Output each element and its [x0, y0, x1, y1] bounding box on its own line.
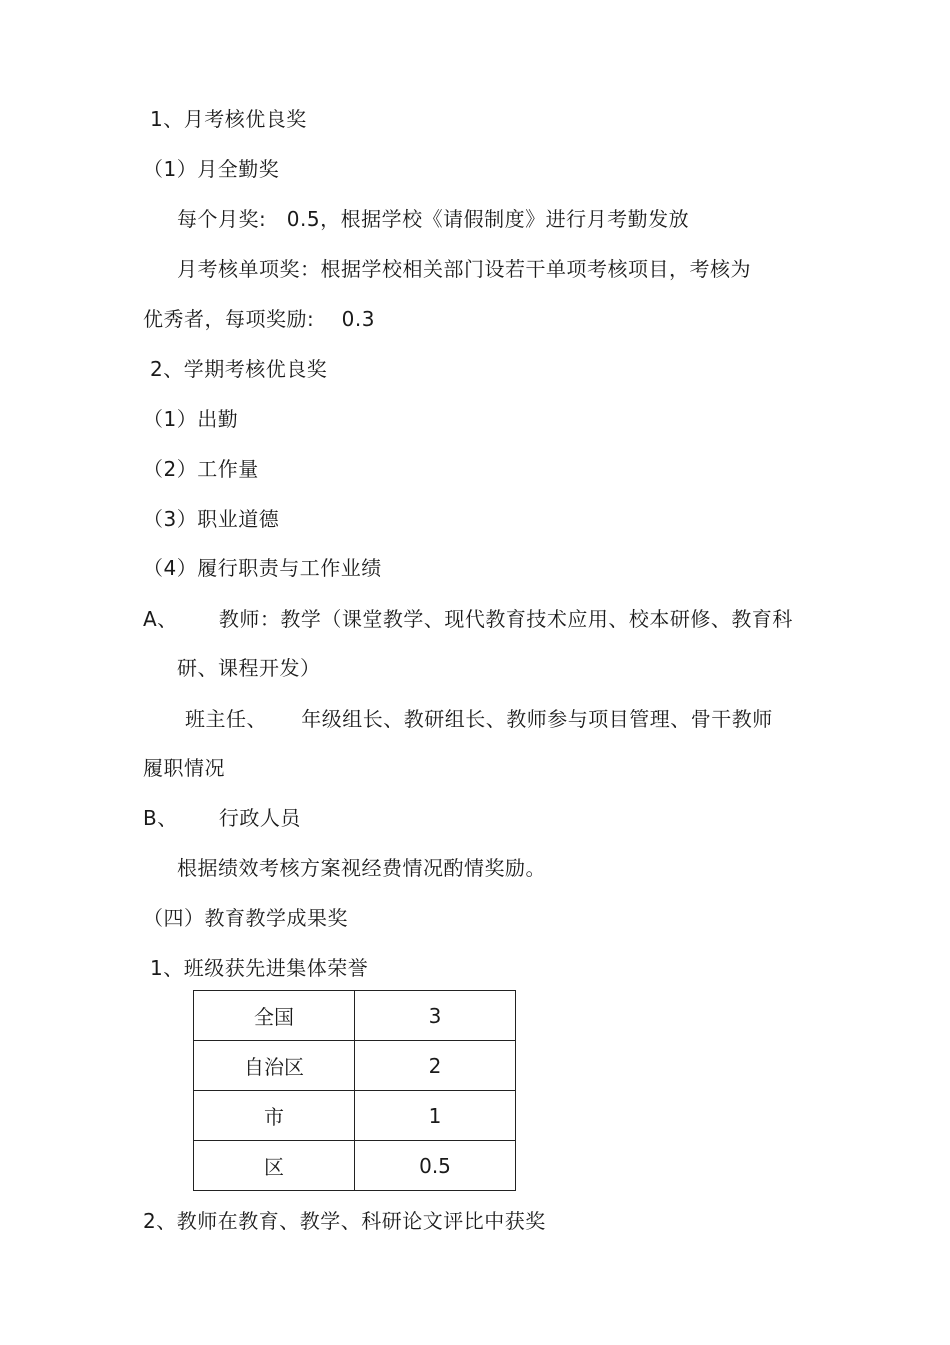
paragraph-class-teacher-cont: 履职情况 — [143, 756, 225, 780]
table-cell-points: 0.5 — [355, 1141, 516, 1191]
table-cell-points: 1 — [355, 1091, 516, 1141]
paragraph-single-item-award-cont: 优秀者，每项奖励: 0.3 — [143, 307, 375, 331]
item-duties-performance: （4）履行职责与工作业绩 — [143, 556, 382, 580]
paragraph-class-teacher: 班主任、 年级组长、教研组长、教师参与项目管理、骨干教师 — [185, 707, 773, 731]
table-row — [194, 1041, 516, 1091]
paragraph-admin-reward: 根据绩效考核方案视经费情况酌情奖励。 — [177, 856, 546, 880]
item-professional-ethics: （3）职业道德 — [143, 507, 280, 531]
subitem-a-teachers: A、 教师：教学（课堂教学、现代教育技术应用、校本研修、教育科 — [143, 607, 793, 631]
table-cell-level: 市 — [194, 1091, 355, 1141]
table-cell-level: 全国 — [194, 991, 355, 1041]
heading-class-honor: 1、班级获先进集体荣誉 — [150, 956, 369, 980]
table-cell-level: 区 — [194, 1141, 355, 1191]
item-workload: （2）工作量 — [143, 457, 259, 481]
table-row — [194, 1141, 516, 1191]
heading-monthly-award: 1、月考核优良奖 — [150, 107, 307, 131]
item-attendance: （1）出勤 — [143, 407, 239, 431]
subitem-a-teachers-cont: 研、课程开发） — [177, 656, 321, 680]
heading-paper-award: 2、教师在教育、教学、科研论文评比中获奖 — [143, 1209, 546, 1233]
table-row — [194, 1091, 516, 1141]
subitem-b-admin: B、 行政人员 — [143, 806, 301, 830]
heading-achievement-award: （四）教育教学成果奖 — [143, 906, 348, 930]
paragraph-single-item-award: 月考核单项奖：根据学校相关部门设若干单项考核项目，考核为 — [177, 257, 751, 281]
table-cell-points: 2 — [355, 1041, 516, 1091]
item-full-attendance: （1）月全勤奖 — [143, 157, 280, 181]
paragraph-monthly-amount: 每个月奖: 0.5，根据学校《请假制度》进行月考勤发放 — [177, 207, 690, 231]
table-cell-level: 自治区 — [194, 1041, 355, 1091]
heading-semester-award: 2、学期考核优良奖 — [150, 357, 328, 381]
table-cell-points: 3 — [355, 991, 516, 1041]
table-row — [194, 991, 516, 1041]
award-level-table — [193, 990, 516, 1191]
